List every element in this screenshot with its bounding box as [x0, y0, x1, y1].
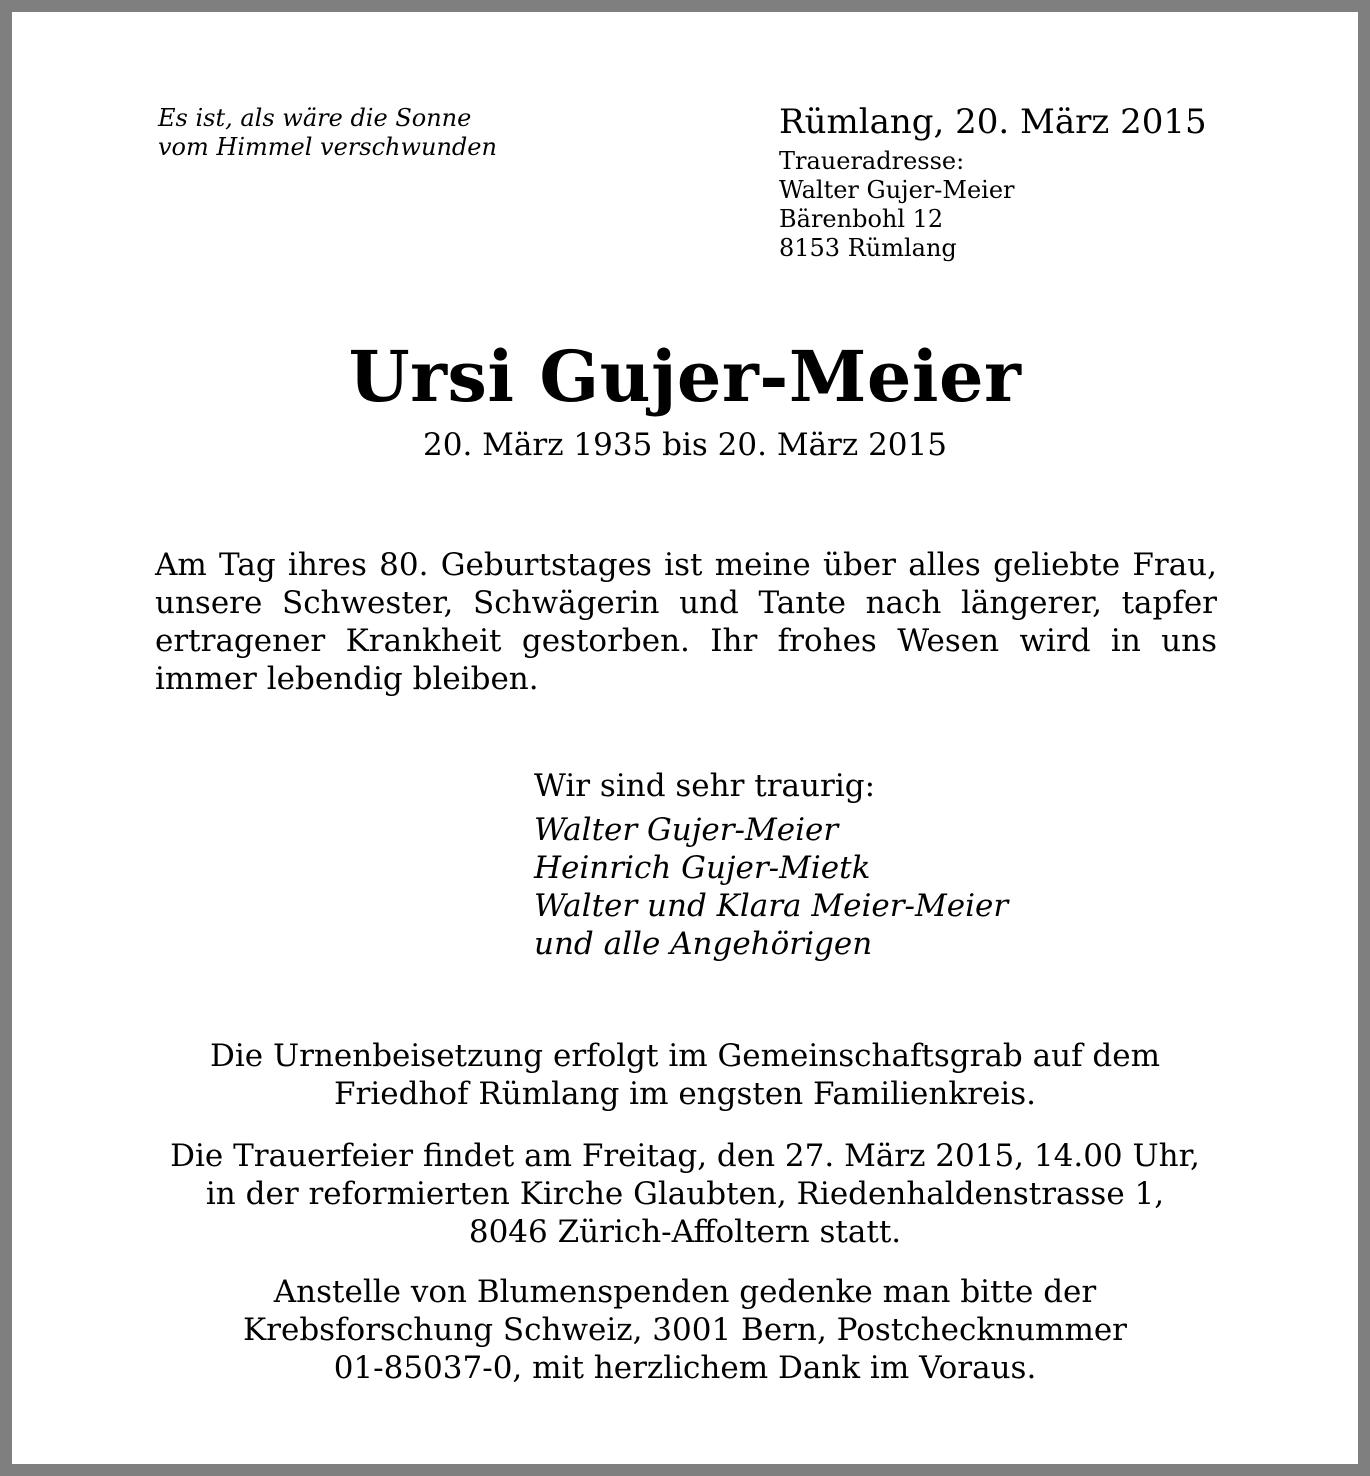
mourner-name: Walter und Klara Meier-Meier — [534, 888, 1009, 924]
motto-quote — [158, 104, 497, 162]
address-name: Walter Gujer-Meier — [779, 176, 1015, 204]
mourners-intro: Wir sind sehr traurig: — [534, 768, 876, 804]
mourner-name: und alle Angehörigen — [534, 926, 873, 962]
place-date-line: Rümlang, 20. März 2015 — [779, 102, 1207, 142]
address-street: Bärenbohl 12 — [779, 205, 944, 233]
service-notice — [72, 1137, 1298, 1251]
obituary-page — [12, 12, 1358, 1464]
mourner-name: Walter Gujer-Meier — [534, 812, 839, 848]
mourner-name: Heinrich Gujer-Mietk — [534, 850, 871, 886]
burial-notice — [72, 1037, 1298, 1113]
address-city: 8153 Rümlang — [779, 234, 957, 262]
deceased-lifespan: 20. März 1935 bis 20. März 2015 — [423, 427, 947, 463]
donations-notice — [72, 1273, 1298, 1387]
notice-line: 8046 Zürich-Affoltern statt. — [468, 1214, 902, 1250]
announcement-text: Am Tag ihres 80. Geburtstages ist meine über alles geliebte Frau, unsere Schwester, Schwägerin und Tante nach längerer, tapfer ertragener Krankheit gestorben. Ihr frohes Wesen wird in uns immer lebendig bleiben. — [155, 547, 1217, 697]
notice-line: Friedhof Rümlang im engsten Familienkreis. — [334, 1076, 1036, 1112]
notice-line: in der reformierten Kirche Glaubten, Riedenhaldenstrasse 1, — [205, 1176, 1165, 1212]
mourning-address — [779, 147, 1015, 263]
notice-line: Krebsforschung Schweiz, 3001 Bern, Postchecknummer — [243, 1312, 1127, 1348]
notice-line: 01-85037-0, mit herzlichem Dank im Voraus. — [333, 1350, 1037, 1386]
motto-line: Es ist, als wäre die Sonne — [158, 104, 472, 132]
deceased-name: Ursi Gujer-Meier — [348, 335, 1022, 418]
address-label: Traueradresse: — [779, 147, 965, 175]
motto-line: vom Himmel verschwunden — [158, 133, 497, 161]
notice-line: Die Urnenbeisetzung erfolgt im Gemeinschaftsgrab auf dem — [210, 1038, 1160, 1074]
notice-line: Anstelle von Blumenspenden gedenke man bitte der — [273, 1274, 1097, 1310]
mourners-list — [534, 811, 1008, 963]
notice-line: Die Trauerfeier findet am Freitag, den 27. März 2015, 14.00 Uhr, — [170, 1138, 1200, 1174]
